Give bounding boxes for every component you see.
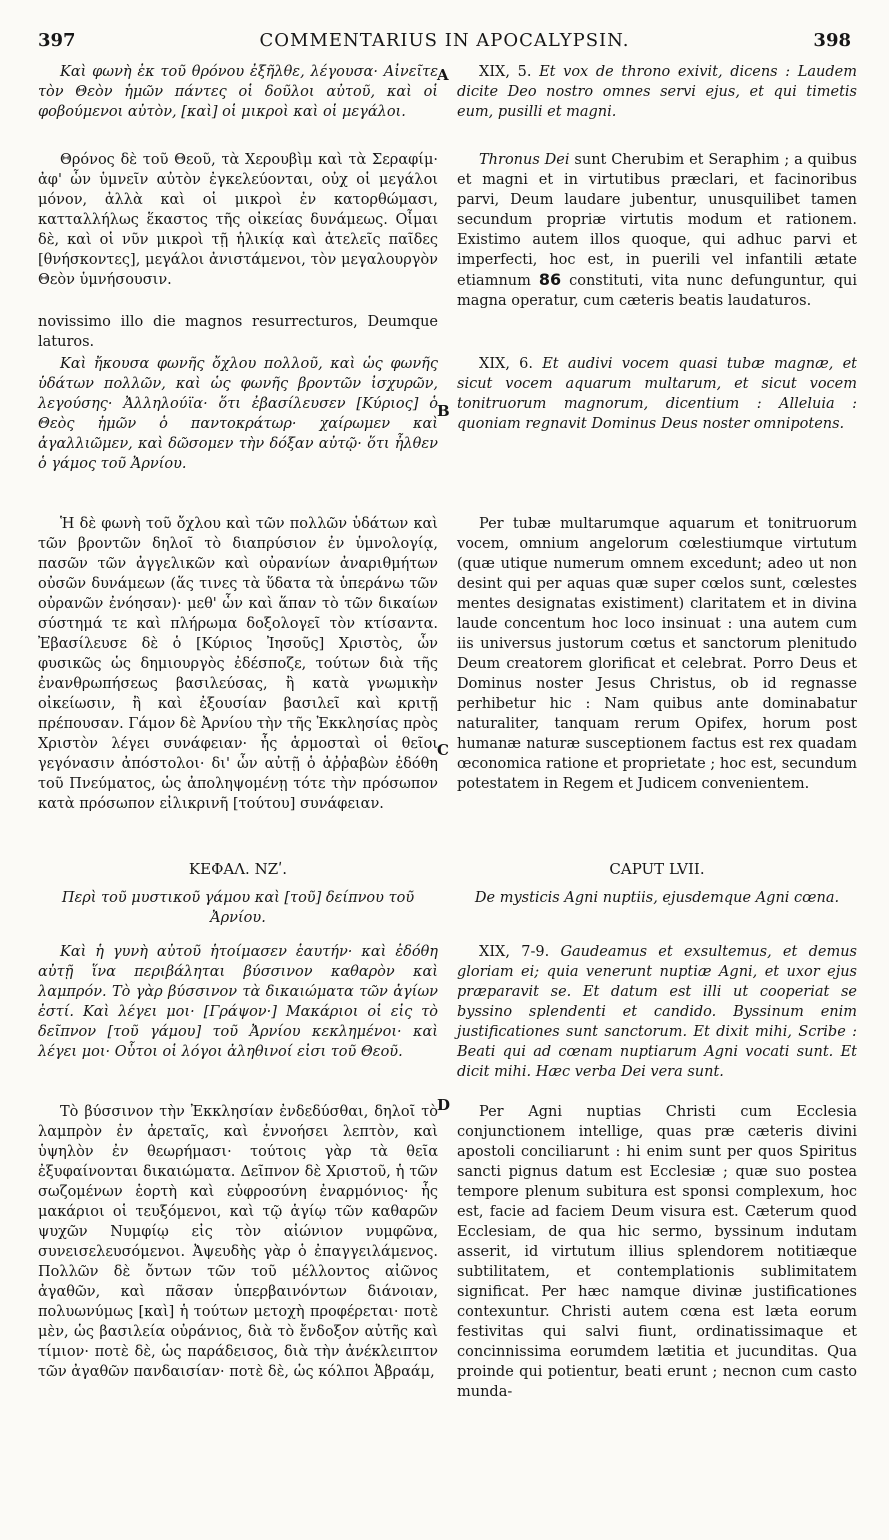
margin-letter-d: D [437,1096,451,1114]
latin-continuation: novissimo illo die magnos resurrecturos, Deumque laturos. [38,314,438,350]
margin-letter-b: B [437,402,450,420]
running-title: COMMENTARIUS IN APOCALYPSIN. [259,30,630,51]
left-page-number: 397 [38,30,76,51]
folio-marker: 86 [538,270,562,289]
verse-reference: XIX, 7-9. [479,944,550,960]
latin-scripture-3-text: Gaudeamus et exsultemus, et demus gloriam ei; quia venerunt nuptiæ Agni, et uxor ejus præparavit se. Et datum est illi ut cooperiat se byssino splendenti et candido. Byssinum enim justificationes sunt sanctorum. Et dixit mihi, Scribe : Beati qui ad cœnam nuptiarum Agni vocati sunt. Et dicit mihi. Hæc verba Dei vera sunt. [457,944,857,1080]
latin-scripture-2 [457,354,857,434]
margin-letter-c: C [437,741,449,759]
greek-scripture-3: Καὶ ἡ γυνὴ αὐτοῦ ἡτοίμασεν ἑαυτήν· καὶ ἐδόθη αὐτῇ ἵνα περιβάληται βύσσινον καθαρὸν καὶ λαμπρόν. Τὸ γὰρ βύσσινον τὰ δικαιώματα τῶν ἁγίων ἐστί. Καὶ λέγει μοι· [Γράψον·] Μακάριοι οἱ εἰς τὸ δεῖπνον [τοῦ γάμου] τοῦ Ἀρνίου κεκλημένοι· καὶ λέγει μοι· Οὗτοι οἱ λόγοι ἀληθινοί εἰσι τοῦ Θεοῦ. [38,944,438,1060]
latin-commentary-1-cont: constituti, vita nunc defunguntur, qui magna operatur, cum cæteris beatis laudaturos. [457,273,858,309]
margin-letter-a: A [437,66,449,84]
greek-commentary-2: Ἡ δὲ φωνὴ τοῦ ὄχλου καὶ τῶν πολλῶν ὑδάτων καὶ τῶν βροντῶν δηλοῖ τὸ διαπρύσιον ἐν ὑμνολογίᾳ, πασῶν τῶν ἀγγελικῶν καὶ οὐρανίων ἀναριθμήτων οὐσῶν δυνάμεων (ἅς τινες τὰ ὕδατα τὰ ὑπεράνω τῶν οὐρανῶν ἐνόησαν)· μεθ' ὧν καὶ ἅπαν τὸ τῶν δικαίων σύστημά τε καὶ πλήρωμα δοξολογεῖ τὸν κτίσαντα. Ἐβασίλευσε δὲ ὁ [Κύριος Ἰησοῦς] Χριστὸς, ὧν φυσικῶς ὡς δημιουργὸς ἐδέσποζε, τούτων διὰ τῆς ἐνανθρωπήσεως βασιλεύσας, ἢ κατὰ γνωμικὴν οἰκείωσιν, ἢ καὶ ἐξουσίαν βασιλεῖ καὶ κριτῇ πρέπουσαν. Γάμον δὲ Ἀρνίου τὴν τῆς Ἐκκλησίας πρὸς Χριστὸν λέγει συνάφειαν· ἧς ἁρμοσταὶ οἱ θεῖοι γεγόνασιν ἀπόστολοι· δι' ὧν αὐτῇ ὁ ἀῤῥαβὼν ἐδόθη τοῦ Πνεύματος, ὡς ἀποληψομένῃ τότε τὴν πρόσωπον κατὰ πρόσωπον εἰλικρινῆ [τούτου] συνάφειαν. [38,516,438,812]
latin-chapter-title: De mysticis Agni nuptiis, ejusdemque Agni cœna. [474,890,840,906]
latin-commentary-1 [457,150,857,311]
latin-chapter-heading: CAPUT LVII. [609,860,705,878]
latin-scripture-2-text: Et audivi vocem quasi tubæ magnæ, et sicut vocem aquarum multarum, et sicut vocem tonitruorum magnorum, dicentium : Alleluia : quoniam regnavit Dominus Deus noster omnipotens. [457,356,857,432]
latin-scripture-1-text: Et vox de throno exivit, dicens : Laudem dicite Deo nostro omnes servi ejus, et qui timetis eum, pusilli et magni. [457,64,857,120]
latin-commentary-1-text: sunt Cherubim et Seraphim ; a quibus et magni et in virtutibus præclari, et facinoribus parvi, Deum laudare jubentur, unusquilibet tamen secundum propriæ virtutis modum et rationem. Existimo autem illos quoque, qui adhuc parvi et imperfecti, hoc est, in puerili vel infantili ætate etiamnum [457,152,857,289]
latin-scripture-3 [457,942,857,1082]
running-header [38,30,851,54]
latin-scripture-1 [457,62,857,122]
latin-commentary-3: Per Agni nuptias Christi cum Ecclesia conjunctionem intellige, quas præ cæteris divini apostoli conciliarunt : hi enim sunt per quos Spiritus sancti pignus datum est Ecclesiæ ; quæ suo postea tempore plenum subitura est sponsi complexum, hoc est, facie ad faciem Deum visura est. Cæterum quod Ecclesiam, de qua hic sermo, byssinum indutam asserit, id virtutum illius splendorem notitiæque subtilitatem, et contemplationis sublimitatem significat. Per hæc namque divinæ justificationes contexuntur. Christi autem cœna est læta eorum festivitas qui salvi fiunt, ordinatissimaque et concinnissima eorumdem lætitia et jucunditas. Qua proinde qui potientur, beati erunt ; necnon cum casto munda- [457,1104,857,1400]
greek-scripture-2: Καὶ ἤκουσα φωνῆς ὄχλου πολλοῦ, καὶ ὡς φωνῆς ὑδάτων πολλῶν, καὶ ὡς φωνῆς βροντῶν ἰσχυρῶν, λεγούσης· Ἀλληλούϊα· ὅτι ἐβασίλευσεν [Κύριος] ὁ Θεὸς ἡμῶν ὁ παντοκράτωρ· χαίρωμεν καὶ ἀγαλλιῶμεν, καὶ δῶσομεν τὴν δόξαν αὐτῷ· ὅτι ἦλθεν ὁ γάμος τοῦ Ἀρνίου. [38,356,438,472]
greek-scripture-1: Καὶ φωνὴ ἐκ τοῦ θρόνου ἐξῆλθε, λέγουσα· Αἰνεῖτε τὸν Θεὸν ἡμῶν πάντες οἱ δοῦλοι αὐτοῦ, καὶ οἱ φοβούμενοι αὐτὸν, [καὶ] οἱ μικροὶ καὶ οἱ μεγάλοι. [38,64,438,120]
latin-commentary-2: Per tubæ multarumque aquarum et tonitruorum vocem, omnium angelorum cœlestiumque virtutum (quæ utique numerum omnem excedunt; adeo ut non desint qui per aquas quæ super cœlos sunt, cœlestes mentes designatas existiment) claritatem et in divina laude concentum hoc loco insinuat : una autem cum iis universus justorum cœtus et sanctorum plenitudo Deum creatorem glorificat et celebrat. Porro Deus et Dominus noster Jesus Christus, ob id regnasse perhibetur hic : Nam quibus ante dominabatur naturaliter, tanquam rerum Opifex, horum post humanæ naturæ susceptionem factus est rex quadam œconomica ratione et proprietate ; hoc est, secundum potestatem in Regem et Judicem convenientem. [457,516,857,792]
greek-chapter-heading: ΚΕΦΑΛ. ΝΖʹ. [188,860,288,878]
greek-chapter-title: Περὶ τοῦ μυστικοῦ γάμου καὶ [τοῦ] δείπνου τοῦ Ἀρνίου. [61,890,415,926]
right-page-number: 398 [813,30,851,51]
lead-phrase: Thronus Dei [479,152,570,168]
verse-reference: XIX, 6. [479,356,534,372]
greek-commentary-1: Θρόνος δὲ τοῦ Θεοῦ, τὰ Χερουβὶμ καὶ τὰ Σεραφίμ· ἀφ' ὧν ὑμνεῖν αὐτὸν ἐγκελεύονται, οὐχ οἱ μεγάλοι μόνον, ἀλλὰ καὶ οἱ μικροὶ ἐν κατορθώμασι, κατταλλήλως ἕκαστος τῆς οἰκείας δυνάμεως. Οἶμαι δὲ, καὶ οἱ νῦν μικροὶ τῇ ἡλικίᾳ καὶ ἀτελεῖς παῖδες [θνήσκοντες], μεγάλοι ἀνιστάμενοι, τὸν μεγαλουργὸν Θεὸν ὑμνήσουσιν. [38,152,438,288]
verse-reference: XIX, 5. [479,64,532,80]
greek-commentary-3: Τὸ βύσσινον τὴν Ἐκκλησίαν ἐνδεδύσθαι, δηλοῖ τὸ λαμπρὸν ἐν ἀρεταῖς, καὶ ἐννοήσει λεπτὸν, καὶ ὑψηλὸν ἐν θεωρήμασι· τούτοις γὰρ τὰ θεῖα ἐξυφαίνονται δικαιώματα. Δεῖπνον δὲ Χριστοῦ, ἡ τῶν σωζομένων ἑορτὴ καὶ εὐφροσύνη ἐναρμόνιος· ἧς μακάριοι οἱ τευξόμενοι, καὶ τῷ ἁγίῳ τῶν καθαρῶν ψυχῶν Νυμφίῳ εἰς τὸν αἰώνιον νυμφῶνα, συνεισελευσόμενοι. Ἀψευδὴς γὰρ ὁ ἐπαγγειλάμενος. Πολλῶν δὲ ὄντων τῶν τοῦ μέλλοντος αἰῶνος ἀγαθῶν, καὶ πᾶσαν ὑπερβαινόντων διάνοιαν, πολυωνύμως [καὶ] ἡ τούτων μετοχὴ προφέρεται· ποτὲ μὲν, ὡς βασιλεία οὐράνιος, διὰ τὸ ἔνδοξον αὐτῆς καὶ τίμιον· ποτὲ δὲ, ὡς παράδεισος, διὰ τὴν ἀνέκλειπτον τῶν ἀγαθῶν πανδαισίαν· ποτὲ δὲ, ὡς κόλποι Ἀβραάμ, [38,1104,438,1380]
